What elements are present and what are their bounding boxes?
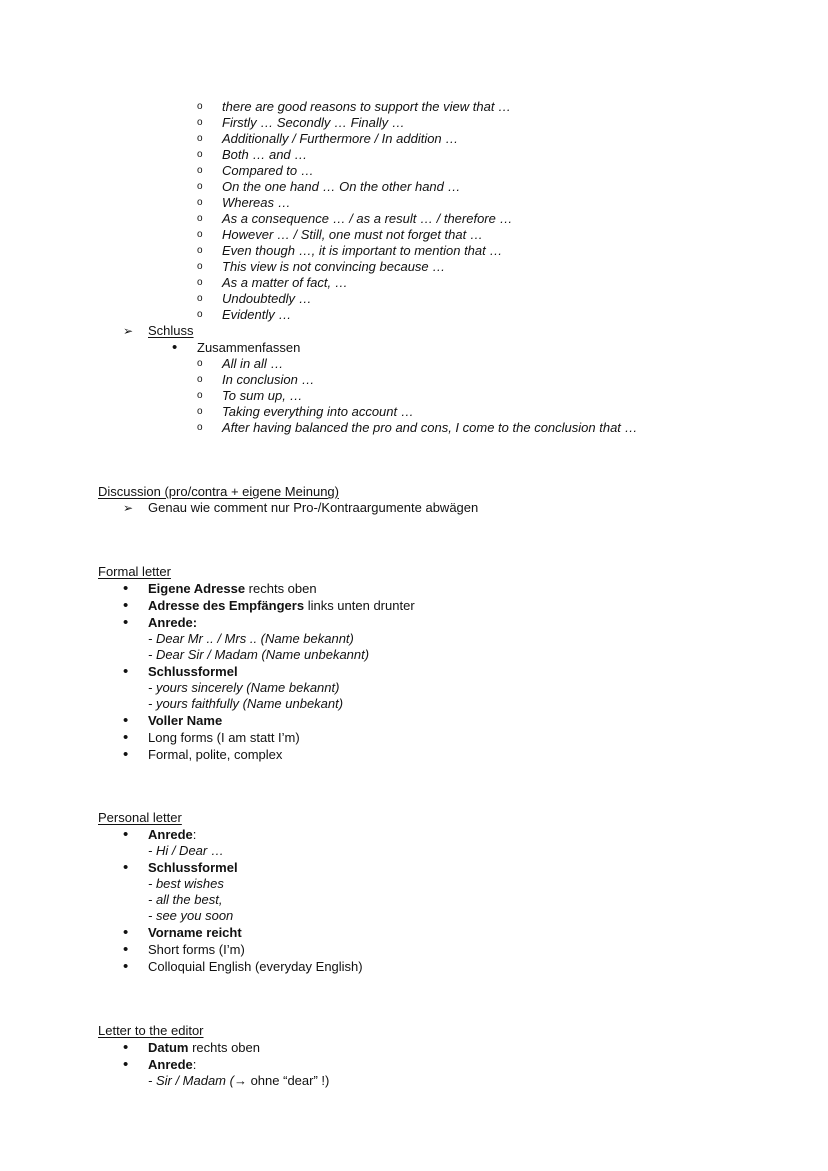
- circle-bullet-icon: o: [197, 101, 203, 112]
- circle-bullet-icon: o: [197, 261, 203, 272]
- dot-bullet-icon: •: [123, 1056, 129, 1073]
- list-item: Even though …, it is important to mention that …: [222, 243, 503, 258]
- example-line: - all the best,: [148, 892, 223, 907]
- list-item: Whereas …: [222, 195, 291, 210]
- example-line: - best wishes: [148, 876, 224, 891]
- circle-bullet-icon: o: [197, 374, 203, 385]
- dot-bullet-icon: •: [123, 958, 129, 975]
- circle-bullet-icon: o: [197, 277, 203, 288]
- bold-term: Adresse des Empfängers: [148, 598, 305, 613]
- circle-bullet-icon: o: [197, 165, 203, 176]
- list-item: Short forms (I’m): [148, 942, 245, 957]
- example-line: - Dear Sir / Madam (Name unbekannt): [148, 647, 370, 662]
- dot-bullet-icon: •: [123, 729, 129, 746]
- list-item: Voller Name: [148, 713, 223, 728]
- list-item: Additionally / Furthermore / In addition …: [222, 131, 459, 146]
- dot-bullet-icon: •: [123, 941, 129, 958]
- list-item: Anrede:: [148, 827, 197, 842]
- dot-bullet-icon: •: [123, 859, 129, 876]
- dot-bullet-icon: •: [123, 826, 129, 843]
- list-item: Colloquial English (everyday English): [148, 959, 363, 974]
- dot-bullet-icon: •: [123, 663, 129, 680]
- list-item: After having balanced the pro and cons, I come to the conclusion that …: [222, 420, 638, 435]
- circle-bullet-icon: o: [197, 406, 203, 417]
- arrow-bullet-icon: ➢: [123, 324, 134, 338]
- list-item: In conclusion …: [222, 372, 315, 387]
- example-line: - Hi / Dear …: [148, 843, 224, 858]
- circle-bullet-icon: o: [197, 293, 203, 304]
- list-item: However … / Still, one must not forget that …: [222, 227, 483, 242]
- list-item: On the one hand … On the other hand …: [222, 179, 461, 194]
- schluss-heading: Schluss: [148, 323, 194, 338]
- dot-bullet-icon: •: [123, 1039, 129, 1056]
- list-item: Compared to …: [222, 163, 314, 178]
- list-item: As a matter of fact, …: [222, 275, 348, 290]
- circle-bullet-icon: o: [197, 213, 203, 224]
- letter-to-editor-title: Letter to the editor: [98, 1023, 204, 1038]
- circle-bullet-icon: o: [197, 229, 203, 240]
- example-line: - Dear Mr .. / Mrs .. (Name bekannt): [148, 631, 354, 646]
- example-line: - yours sincerely (Name bekannt): [148, 680, 340, 695]
- list-item: Datum rechts oben: [148, 1040, 260, 1055]
- list-item: Long forms (I am statt I’m): [148, 730, 300, 745]
- right-arrow-icon: →: [233, 1073, 247, 1088]
- circle-bullet-icon: o: [197, 197, 203, 208]
- circle-bullet-icon: o: [197, 181, 203, 192]
- list-item: Eigene Adresse rechts oben: [148, 581, 317, 596]
- list-item: Undoubtedly …: [222, 291, 312, 306]
- dot-bullet-icon: •: [123, 597, 129, 614]
- list-item: Firstly … Secondly … Finally …: [222, 115, 405, 130]
- list-item: To sum up, …: [222, 388, 303, 403]
- example-line: - yours faithfully (Name unbekant): [148, 696, 344, 711]
- bold-term: Datum: [148, 1040, 189, 1055]
- bold-term: Eigene Adresse: [148, 581, 246, 596]
- discussion-title: Discussion (pro/contra + eigene Meinung): [98, 484, 339, 499]
- circle-bullet-icon: o: [197, 358, 203, 369]
- list-item: Schlussformel: [148, 664, 238, 679]
- dot-bullet-icon: •: [123, 746, 129, 763]
- arrow-bullet-icon: ➢: [123, 501, 134, 515]
- dot-bullet-icon: •: [123, 614, 129, 631]
- bold-term: Anrede: [148, 1057, 193, 1072]
- discussion-note: Genau wie comment nur Pro-/Kontraargumente abwägen: [148, 500, 479, 515]
- circle-bullet-icon: o: [197, 422, 203, 433]
- list-item: Evidently …: [222, 307, 292, 322]
- list-item: As a consequence … / as a result … / therefore …: [222, 211, 513, 226]
- circle-bullet-icon: o: [197, 390, 203, 401]
- circle-bullet-icon: o: [197, 309, 203, 320]
- list-item: All in all …: [222, 356, 284, 371]
- circle-bullet-icon: o: [197, 245, 203, 256]
- bold-term: Anrede: [148, 827, 193, 842]
- dot-bullet-icon: •: [123, 924, 129, 941]
- list-item: there are good reasons to support the view that …: [222, 99, 512, 114]
- list-item: Schlussformel: [148, 860, 238, 875]
- example-line: - see you soon: [148, 908, 234, 923]
- list-item: Vorname reicht: [148, 925, 242, 940]
- schluss-subheading: Zusammenfassen: [197, 340, 301, 355]
- list-item: Anrede:: [148, 1057, 197, 1072]
- list-item: Formal, polite, complex: [148, 747, 283, 762]
- list-item: Taking everything into account …: [222, 404, 414, 419]
- circle-bullet-icon: o: [197, 117, 203, 128]
- list-item: This view is not convincing because …: [222, 259, 446, 274]
- list-item: Both … and …: [222, 147, 308, 162]
- personal-letter-title: Personal letter: [98, 810, 182, 825]
- dot-bullet-icon: •: [123, 712, 129, 729]
- example-line: - Sir / Madam (→ ohne “dear” !): [148, 1073, 330, 1088]
- list-item: Adresse des Empfängers links unten drunter: [148, 598, 415, 613]
- circle-bullet-icon: o: [197, 149, 203, 160]
- list-item: Anrede:: [148, 615, 198, 630]
- circle-bullet-icon: o: [197, 133, 203, 144]
- formal-letter-title: Formal letter: [98, 564, 171, 579]
- dot-bullet-icon: •: [123, 580, 129, 597]
- dot-bullet-icon: •: [172, 339, 178, 356]
